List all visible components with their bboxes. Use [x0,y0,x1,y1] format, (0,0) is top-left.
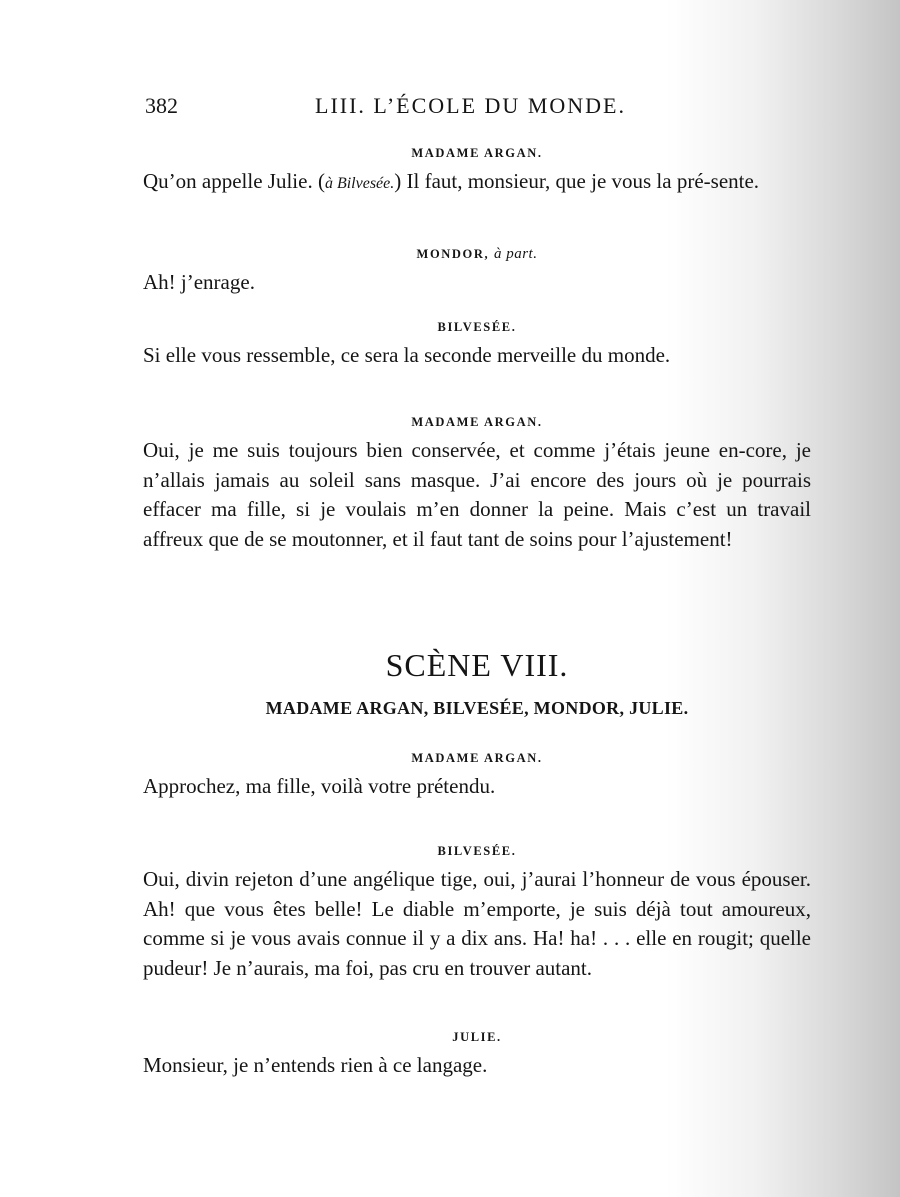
speaker-name: BILVESÉE. [437,320,517,334]
speech-block [143,841,811,983]
speech-text: Approchez, ma fille, voilà votre prétendu. [143,774,496,798]
speech-block [143,748,811,802]
speech-block [143,1027,811,1081]
speech-text: Oui, je me suis toujours bien conservée, et comme j’étais jeune en-core, je n’allais jamais au soleil sans masque. J’ai encore des jours où je pourrais effacer ma fille, si je voulais m’en donner la peine. Mais c’est un travail affreux que de se moutonner, et il faut tant de soins pour l’ajustement! [143,438,811,551]
scene-characters: MADAME ARGAN, BILVESÉE, MONDOR, JULIE. [265,698,689,718]
speaker-name: MADAME ARGAN. [411,751,543,765]
speech-text: Monsieur, je n’entends rien à ce langage. [143,1053,488,1077]
speech-block [143,317,811,371]
speech-block [143,412,811,554]
page-number: 382 [145,93,178,118]
speech-text: Ah! j’enrage. [143,270,255,294]
speech-block [143,143,811,199]
speech-text: Si elle vous ressemble, ce sera la seconde merveille du monde. [143,343,671,367]
page-header [145,93,665,123]
stage-direction: à part. [493,246,538,262]
speech-text: Qu’on appelle Julie. (à Bilvesée.) Il faut, monsieur, que je vous la pré-sente. [143,169,760,193]
speech-block [143,244,811,298]
speaker-name: MADAME ARGAN. [411,146,543,160]
scene-title: SCÈNE VIII. [385,647,569,683]
speaker-name: MONDOR, à part. [416,246,538,262]
speaker-name: BILVESÉE. [437,844,517,858]
speaker-name: JULIE. [452,1030,502,1044]
speaker-name: MADAME ARGAN. [411,415,543,429]
speech-text: Oui, divin rejeton d’une angélique tige, oui, j’aurai l’honneur de vous épouser. Ah! que vous êtes belle! Le diable m’emporte, je suis déjà tout amoureux, comme si je vous avais connue il y a dix ans. Ha! ha! . . . elle en rougit; quelle pudeur! Je n’aurais, ma foi, pas cru en trouver autant. [143,867,811,980]
running-title: LIII. L’ÉCOLE DU MONDE. [315,93,626,118]
stage-direction: à Bilvesée. [324,175,395,192]
